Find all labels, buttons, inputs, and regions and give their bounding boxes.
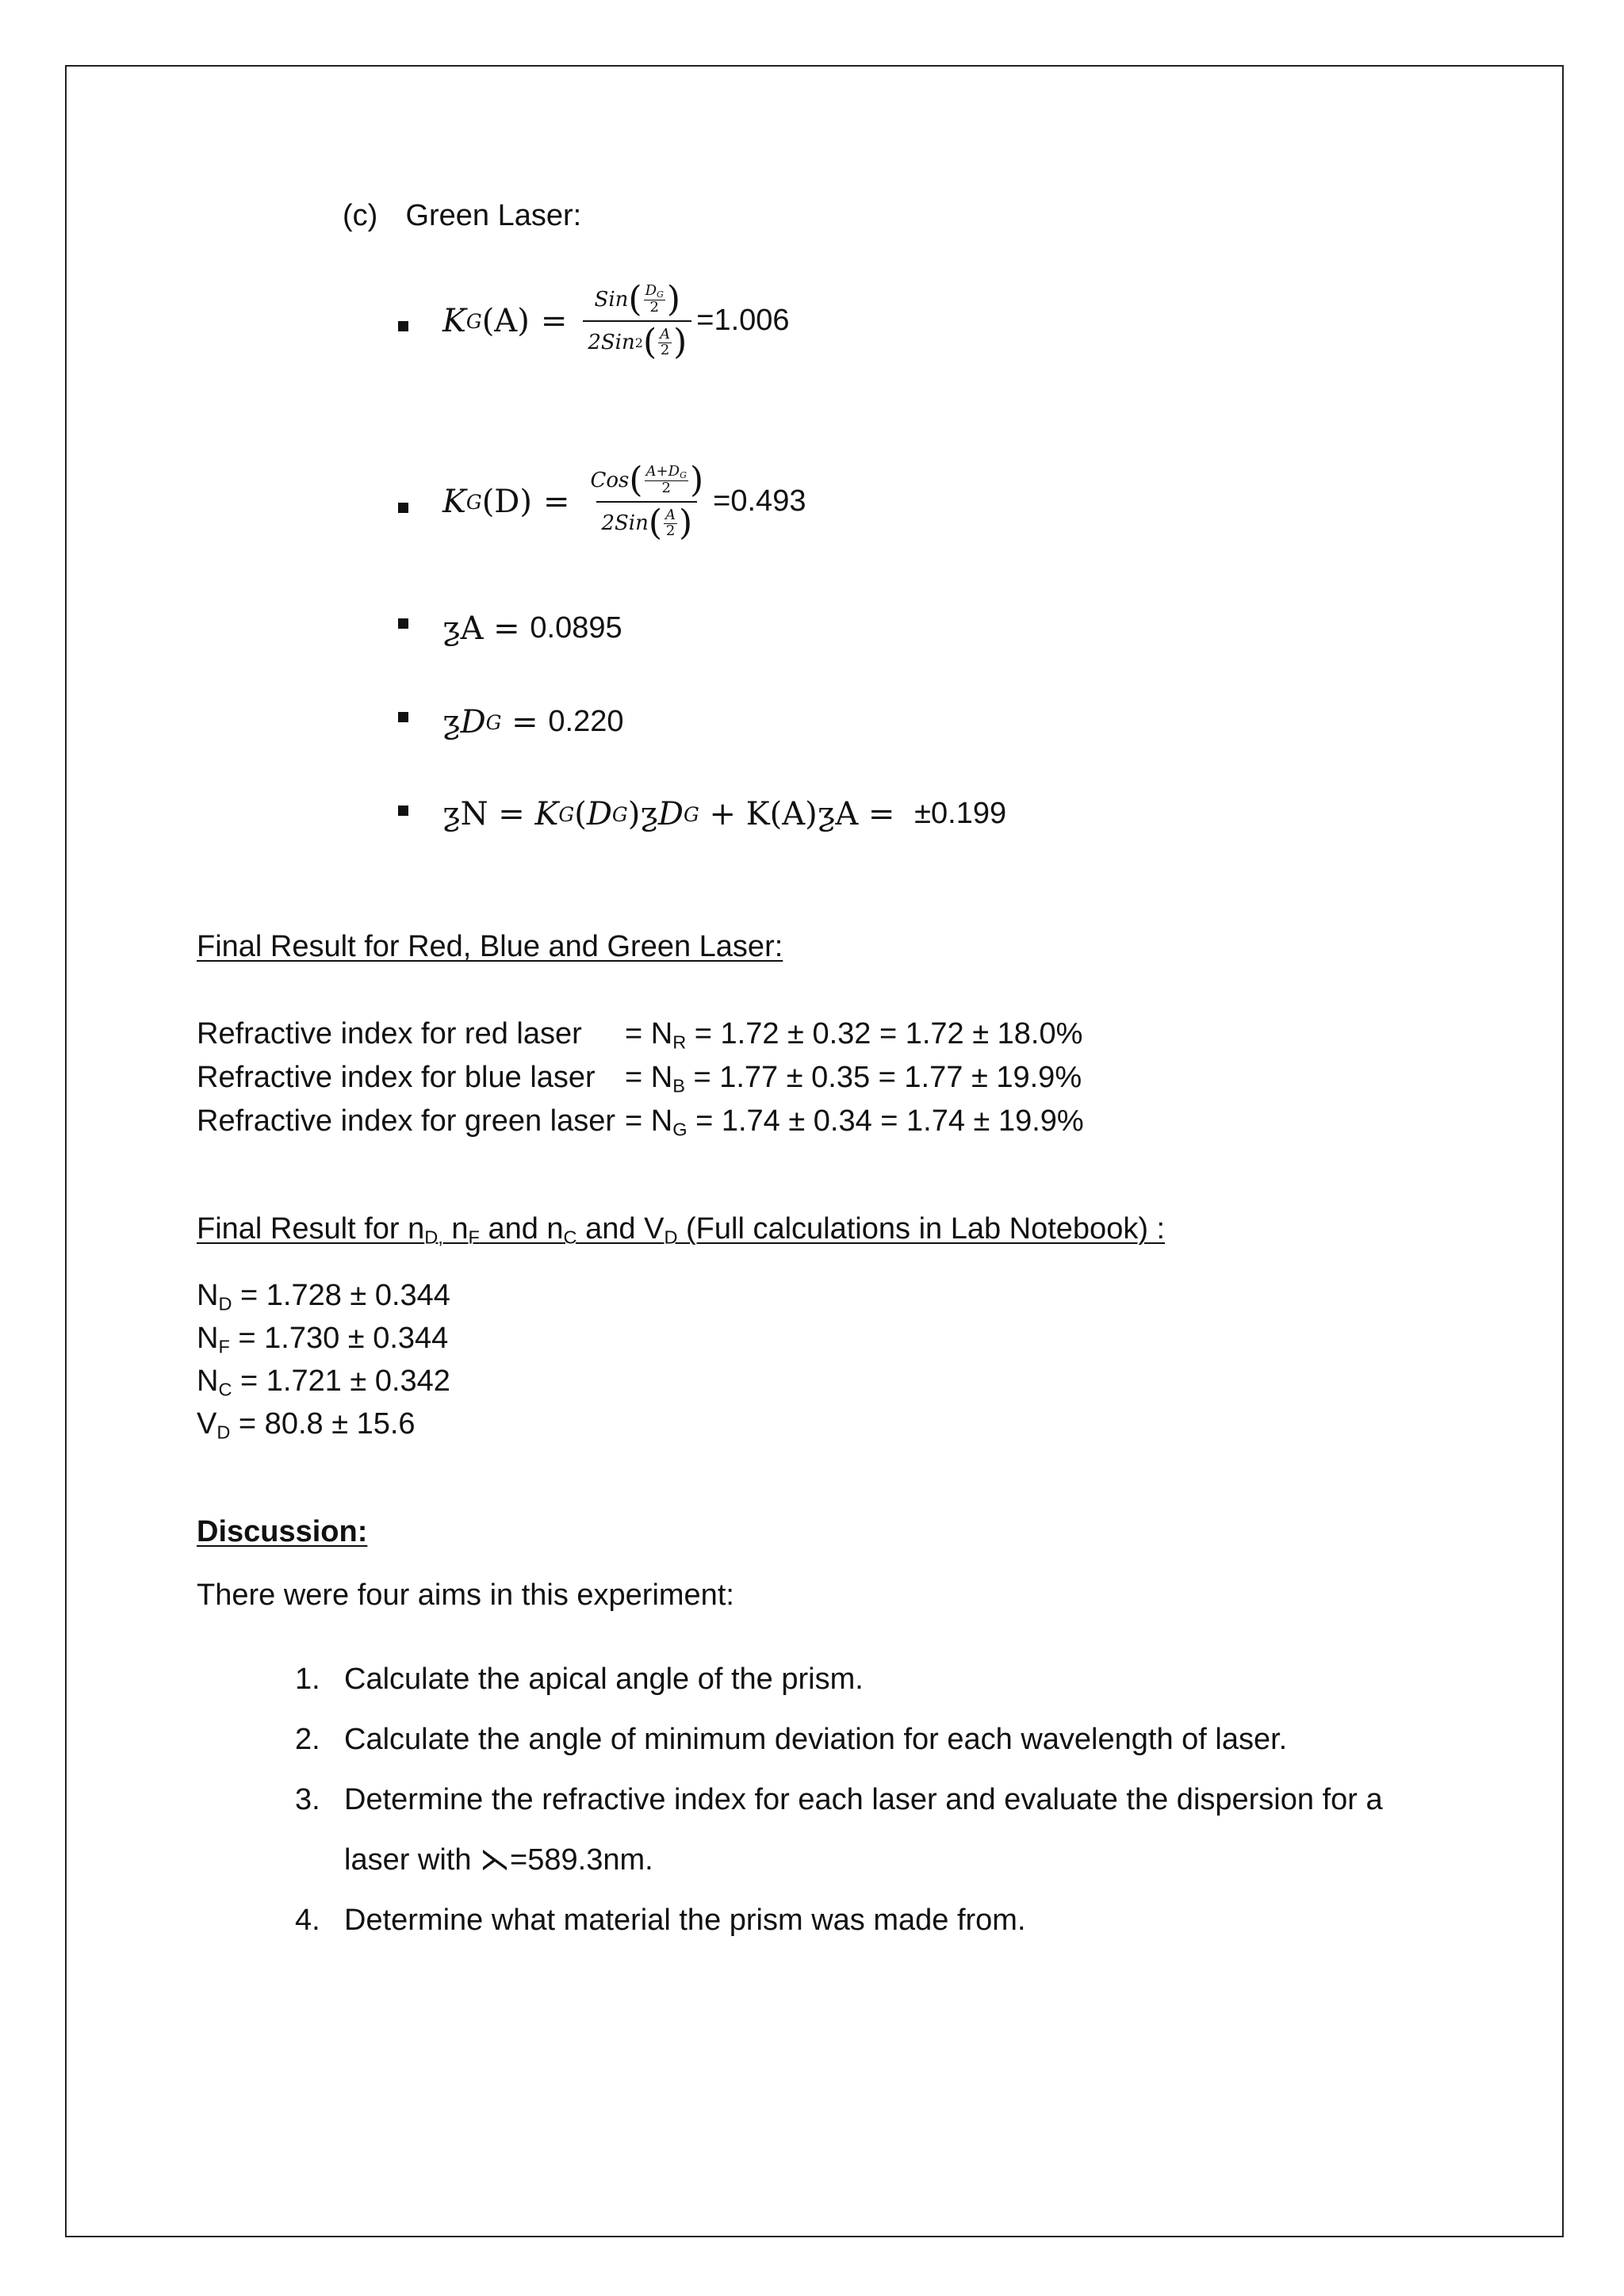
formula-fraction <box>583 279 691 362</box>
list-number: 4. <box>295 1904 320 1937</box>
exponent: 2 <box>634 335 643 350</box>
result-subscript: C <box>218 1379 232 1400</box>
paren: ) <box>627 796 641 832</box>
uncertainty-symbol: ƺ <box>442 610 461 647</box>
result-symbol: N <box>197 1279 219 1312</box>
formula-kg-d <box>442 460 806 543</box>
formula-symbol: K <box>442 303 466 339</box>
result-subscript: D <box>216 1422 231 1443</box>
list-text: Calculate the angle of minimum deviation for each wavelength of laser. <box>344 1723 1288 1756</box>
inner-fraction <box>644 284 665 316</box>
result-row-green <box>197 1104 1084 1141</box>
function-name: 2Sin <box>601 511 649 535</box>
n-row-d <box>197 1278 450 1315</box>
fraction-numerator: Cos ( $\frac{A+D_G}{2}$ ) <box>590 460 704 500</box>
formula-equals: = <box>488 796 535 832</box>
formula-argument: (D) <box>481 484 532 520</box>
final-n-heading <box>197 1211 1165 1249</box>
result-value: = 1.72 ± 0.32 = 1.72 ± 18.0% <box>686 1017 1083 1050</box>
uncertainty-symbol: ƺ <box>640 796 658 832</box>
fraction-denominator: 2Sin 2 ( $\frac{A}{2}$ ) <box>583 320 691 360</box>
inner-bottom: 2 <box>660 341 670 358</box>
formula-uncertainty-n <box>442 796 1006 832</box>
list-text: Determine what material the prism was made from. <box>344 1904 1026 1937</box>
heading-subscript: F <box>468 1226 480 1248</box>
result-value: = 1.74 ± 0.34 = 1.74 ± 19.9% <box>687 1104 1084 1138</box>
n-row-c <box>197 1364 450 1401</box>
formula-plus: + <box>699 796 746 832</box>
list-number: 1. <box>295 1663 320 1696</box>
formula-subscript: G <box>465 309 482 333</box>
result-subscript: B <box>672 1075 685 1096</box>
formula-subscript: G <box>485 710 502 734</box>
v-row-d <box>197 1406 416 1444</box>
inner-top: A+D <box>645 463 680 480</box>
inner-bottom: 2 <box>661 479 671 496</box>
formula-equals: = <box>501 704 549 740</box>
result-subscript: F <box>218 1336 230 1357</box>
heading-subscript: D <box>664 1226 678 1248</box>
heading-subscript: D, <box>424 1226 443 1248</box>
bullet-square-icon <box>398 503 408 513</box>
list-text: Determine the refractive index for each laser and evaluate the dispersion for a <box>344 1783 1383 1816</box>
formula-symbol: K <box>442 484 466 520</box>
heading-text: Final Result for n <box>197 1212 425 1246</box>
formula-symbol: K <box>534 796 559 832</box>
result-value: = 1.728 ± 0.344 <box>232 1279 450 1312</box>
result-value: = 1.721 ± 0.342 <box>232 1364 450 1398</box>
formula-subscript: G <box>558 802 575 826</box>
inner-bottom: 2 <box>649 298 659 316</box>
result-symbol: = N <box>625 1061 673 1094</box>
discussion-intro: There were four aims in this experiment: <box>197 1578 734 1612</box>
result-value: = 1.730 ± 0.344 <box>229 1322 449 1355</box>
section-heading <box>343 198 581 235</box>
formula-equals: = <box>483 610 530 647</box>
final-rbg-heading: Final Result for Red, Blue and Green Laser: <box>197 930 783 963</box>
heading-text: n <box>442 1212 469 1246</box>
result-subscript: G <box>672 1119 688 1140</box>
fraction-numerator: Sin ( $\frac{D_G}{2}$ ) <box>594 279 681 320</box>
fraction-denominator: 2Sin ( $\frac{A}{2}$ ) <box>596 501 697 541</box>
formula-equals: = <box>540 303 568 339</box>
result-value: = 1.77 ± 0.35 = 1.77 ± 19.9% <box>684 1061 1082 1094</box>
formula-subscript: G <box>684 802 699 826</box>
function-name: Sin <box>594 288 629 312</box>
formula-result: =1.006 <box>696 304 790 338</box>
inner-bottom: 2 <box>665 522 676 539</box>
bullet-square-icon <box>398 712 408 722</box>
formula-subscript: G <box>611 802 628 826</box>
formula-uncertainty-dg <box>442 704 624 740</box>
aim-item-3 <box>295 1782 1383 1819</box>
result-row-red <box>197 1016 1082 1054</box>
aim-item-2 <box>295 1722 1287 1758</box>
heading-subscript: C <box>563 1226 577 1248</box>
result-symbol: N <box>197 1364 219 1398</box>
formula-variable: D <box>460 704 486 740</box>
result-value: = 80.8 ± 15.6 <box>230 1407 416 1441</box>
formula-result: 0.220 <box>548 705 624 739</box>
bullet-square-icon <box>398 618 408 629</box>
function-name: Cos <box>590 469 630 492</box>
uncertainty-symbol: ƺ <box>442 704 461 740</box>
bullet-square-icon <box>398 806 408 816</box>
formula-result: ±0.199 <box>914 797 1007 831</box>
heading-text: and n <box>479 1212 564 1246</box>
bullet-square-icon <box>398 321 408 331</box>
inner-fraction <box>664 508 677 539</box>
heading-text: and V <box>576 1212 665 1246</box>
formula-equals: = <box>858 796 906 832</box>
result-symbol: V <box>197 1407 217 1441</box>
formula-argument: (A) <box>481 303 530 339</box>
formula-uncertainty-a <box>442 610 622 647</box>
formula-variable: N <box>460 796 488 832</box>
heading-text: (Full calculations in Lab Notebook) : <box>677 1212 1166 1246</box>
formula-result: =0.493 <box>713 484 806 519</box>
section-title: Green Laser: <box>405 199 582 232</box>
formula-fraction <box>586 460 709 543</box>
aim-item-1 <box>295 1662 864 1698</box>
formula-variable: D <box>657 796 684 832</box>
result-label: Refractive index for red laser <box>197 1017 582 1050</box>
inner-top-sub: G <box>680 470 687 481</box>
paren: ( <box>574 796 587 832</box>
section-label: (c) <box>343 199 378 232</box>
result-label: Refractive index for green laser <box>197 1104 616 1138</box>
list-text: Calculate the apical angle of the prism. <box>344 1663 864 1696</box>
result-symbol: = N <box>625 1017 673 1050</box>
result-subscript: R <box>672 1031 687 1053</box>
function-name: 2Sin <box>588 331 635 354</box>
inner-top-sub: G <box>657 289 664 300</box>
aim-item-4 <box>295 1903 1026 1939</box>
formula-variable: A <box>460 610 484 647</box>
n-row-f <box>197 1321 448 1358</box>
inner-top: D <box>645 282 657 300</box>
inner-top: A <box>660 325 671 342</box>
aim-item-3-continued: laser with ⋋=589.3nm. <box>344 1843 653 1877</box>
formula-equals: = <box>542 484 570 520</box>
uncertainty-symbol: ƺ <box>817 796 836 832</box>
inner-fraction <box>658 327 672 358</box>
discussion-heading: Discussion: <box>197 1515 368 1548</box>
result-row-blue <box>197 1060 1082 1097</box>
formula-subscript: G <box>465 490 482 514</box>
formula-variable: A <box>835 796 859 832</box>
list-number: 3. <box>295 1783 320 1816</box>
result-label: Refractive index for blue laser <box>197 1061 596 1094</box>
formula-result: 0.0895 <box>530 611 622 645</box>
list-number: 2. <box>295 1723 320 1756</box>
uncertainty-symbol: ƺ <box>442 796 461 832</box>
result-symbol: = N <box>625 1104 673 1138</box>
formula-symbol: K(A) <box>745 796 818 832</box>
formula-variable: D <box>586 796 612 832</box>
formula-kg-a <box>442 279 790 362</box>
result-symbol: N <box>197 1322 219 1355</box>
result-subscript: D <box>218 1293 232 1314</box>
inner-top: A <box>665 506 676 523</box>
inner-fraction <box>645 465 688 496</box>
